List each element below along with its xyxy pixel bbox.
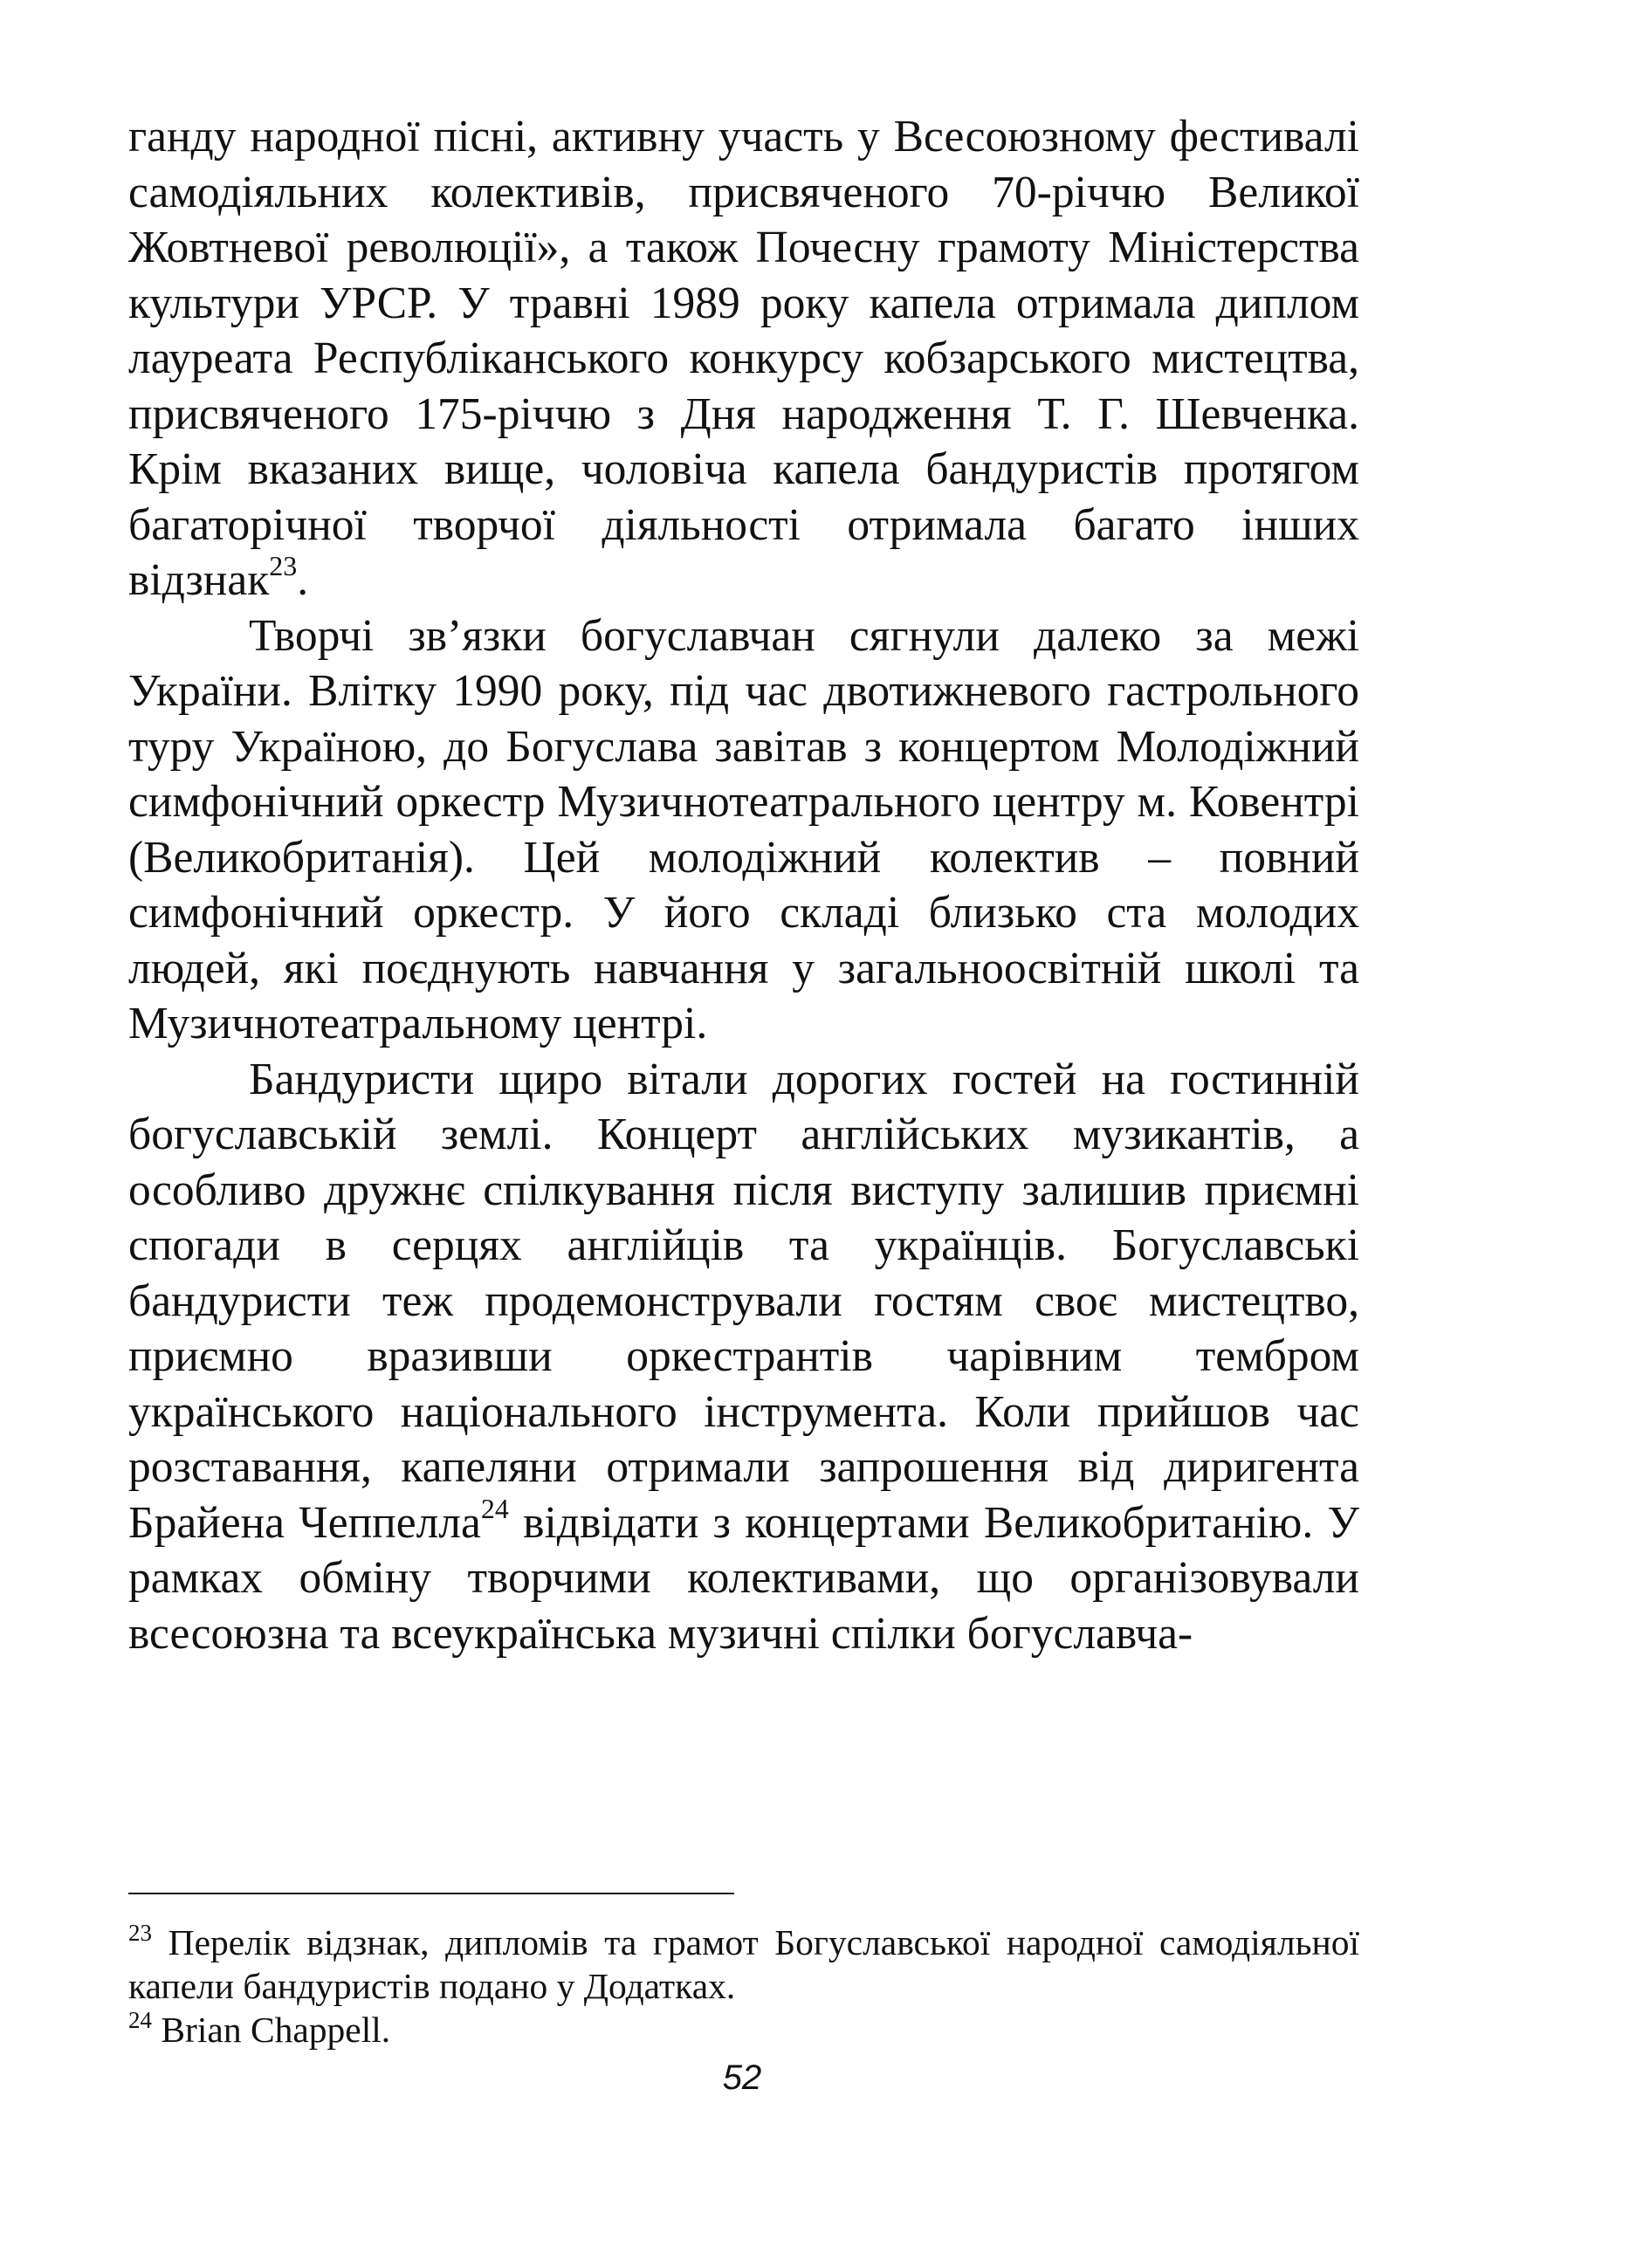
- footnote-number: 24: [128, 2007, 152, 2033]
- footnote-separator: [128, 1893, 734, 1894]
- footnote-number: 23: [128, 1920, 152, 1946]
- paragraph-3-text-start: Бандуристи щиро вітали дорогих гостей на гостинній богуславській землі. Концерт англійських музикантів, а особливо дружнє спілкування після виступу залишив приємні спогади в серцях англійців та українців. Богуславські бандуристи теж продемонстрували гостям своє мистецтво, приємно вразивши оркестрантів чарівним тембром українського національного інструмента. Коли прийшов час розставання, капеляни отримали запрошення від диригента Брайена Чеппелла: [128, 1054, 1359, 1548]
- paragraph-3: [128, 1052, 1359, 1662]
- footnote-ref-24[interactable]: 24: [480, 1492, 509, 1524]
- paragraph-2: Творчі зв’язки богуславчан сягнули далеко за межі України. Влітку 1990 року, під час двотижневого гастрольного туру Україною, до Богуслава завітав з концертом Молодіжний симфонічний оркестр Музичнотеатрального центру м. Ковентрі (Великобританія). Цей молодіжний колектив – повний симфонічний оркестр. У його складі близько ста молодих людей, які поєднують навчання у загальноосвітній школі та Музичнотеатральному центрі.: [128, 610, 1359, 1048]
- footnote-23: [128, 1921, 1359, 2008]
- main-text: [128, 109, 1359, 1661]
- footnote-text: Brian Chappell.: [152, 2010, 391, 2050]
- paragraph-3-text-end: відвідати з концертами Великобританію. У рамках обміну творчими колективами, що організовували всесоюзна та всеукраїнська музичні спілки богуславча-: [128, 1497, 1359, 1659]
- paragraph-1-text: ганду народної пісні, активну участь у Всесоюзному фестивалі самодіяльних колективів, присвяченого 70-річчю Великої Жовтневої революції», а також Почесну грамоту Міністерства культури УРСР. У травні 1989 року капела отримала диплом лауреата Республіканського конкурсу кобзарського мистецтва, присвяченого 175-річчю з Дня народження Т. Г. Шевченка. Крім вказаних вище, чоловіча капела бандуристів протягом багаторічної творчої діяльності отримала багато інших відзнак: [128, 112, 1359, 605]
- page-number: 52: [722, 2058, 762, 2097]
- footnote-24: [128, 2008, 1359, 2052]
- paragraph-1-end: .: [297, 555, 309, 605]
- footnotes: [128, 1921, 1359, 2052]
- footnote-text: Перелік відзнак, дипломів та грамот Богуславської народної самодіяльної капели бандуристів подано у Додатках.: [128, 1922, 1359, 2006]
- footnote-ref-23[interactable]: 23: [269, 550, 298, 581]
- paragraph-1: [128, 109, 1359, 608]
